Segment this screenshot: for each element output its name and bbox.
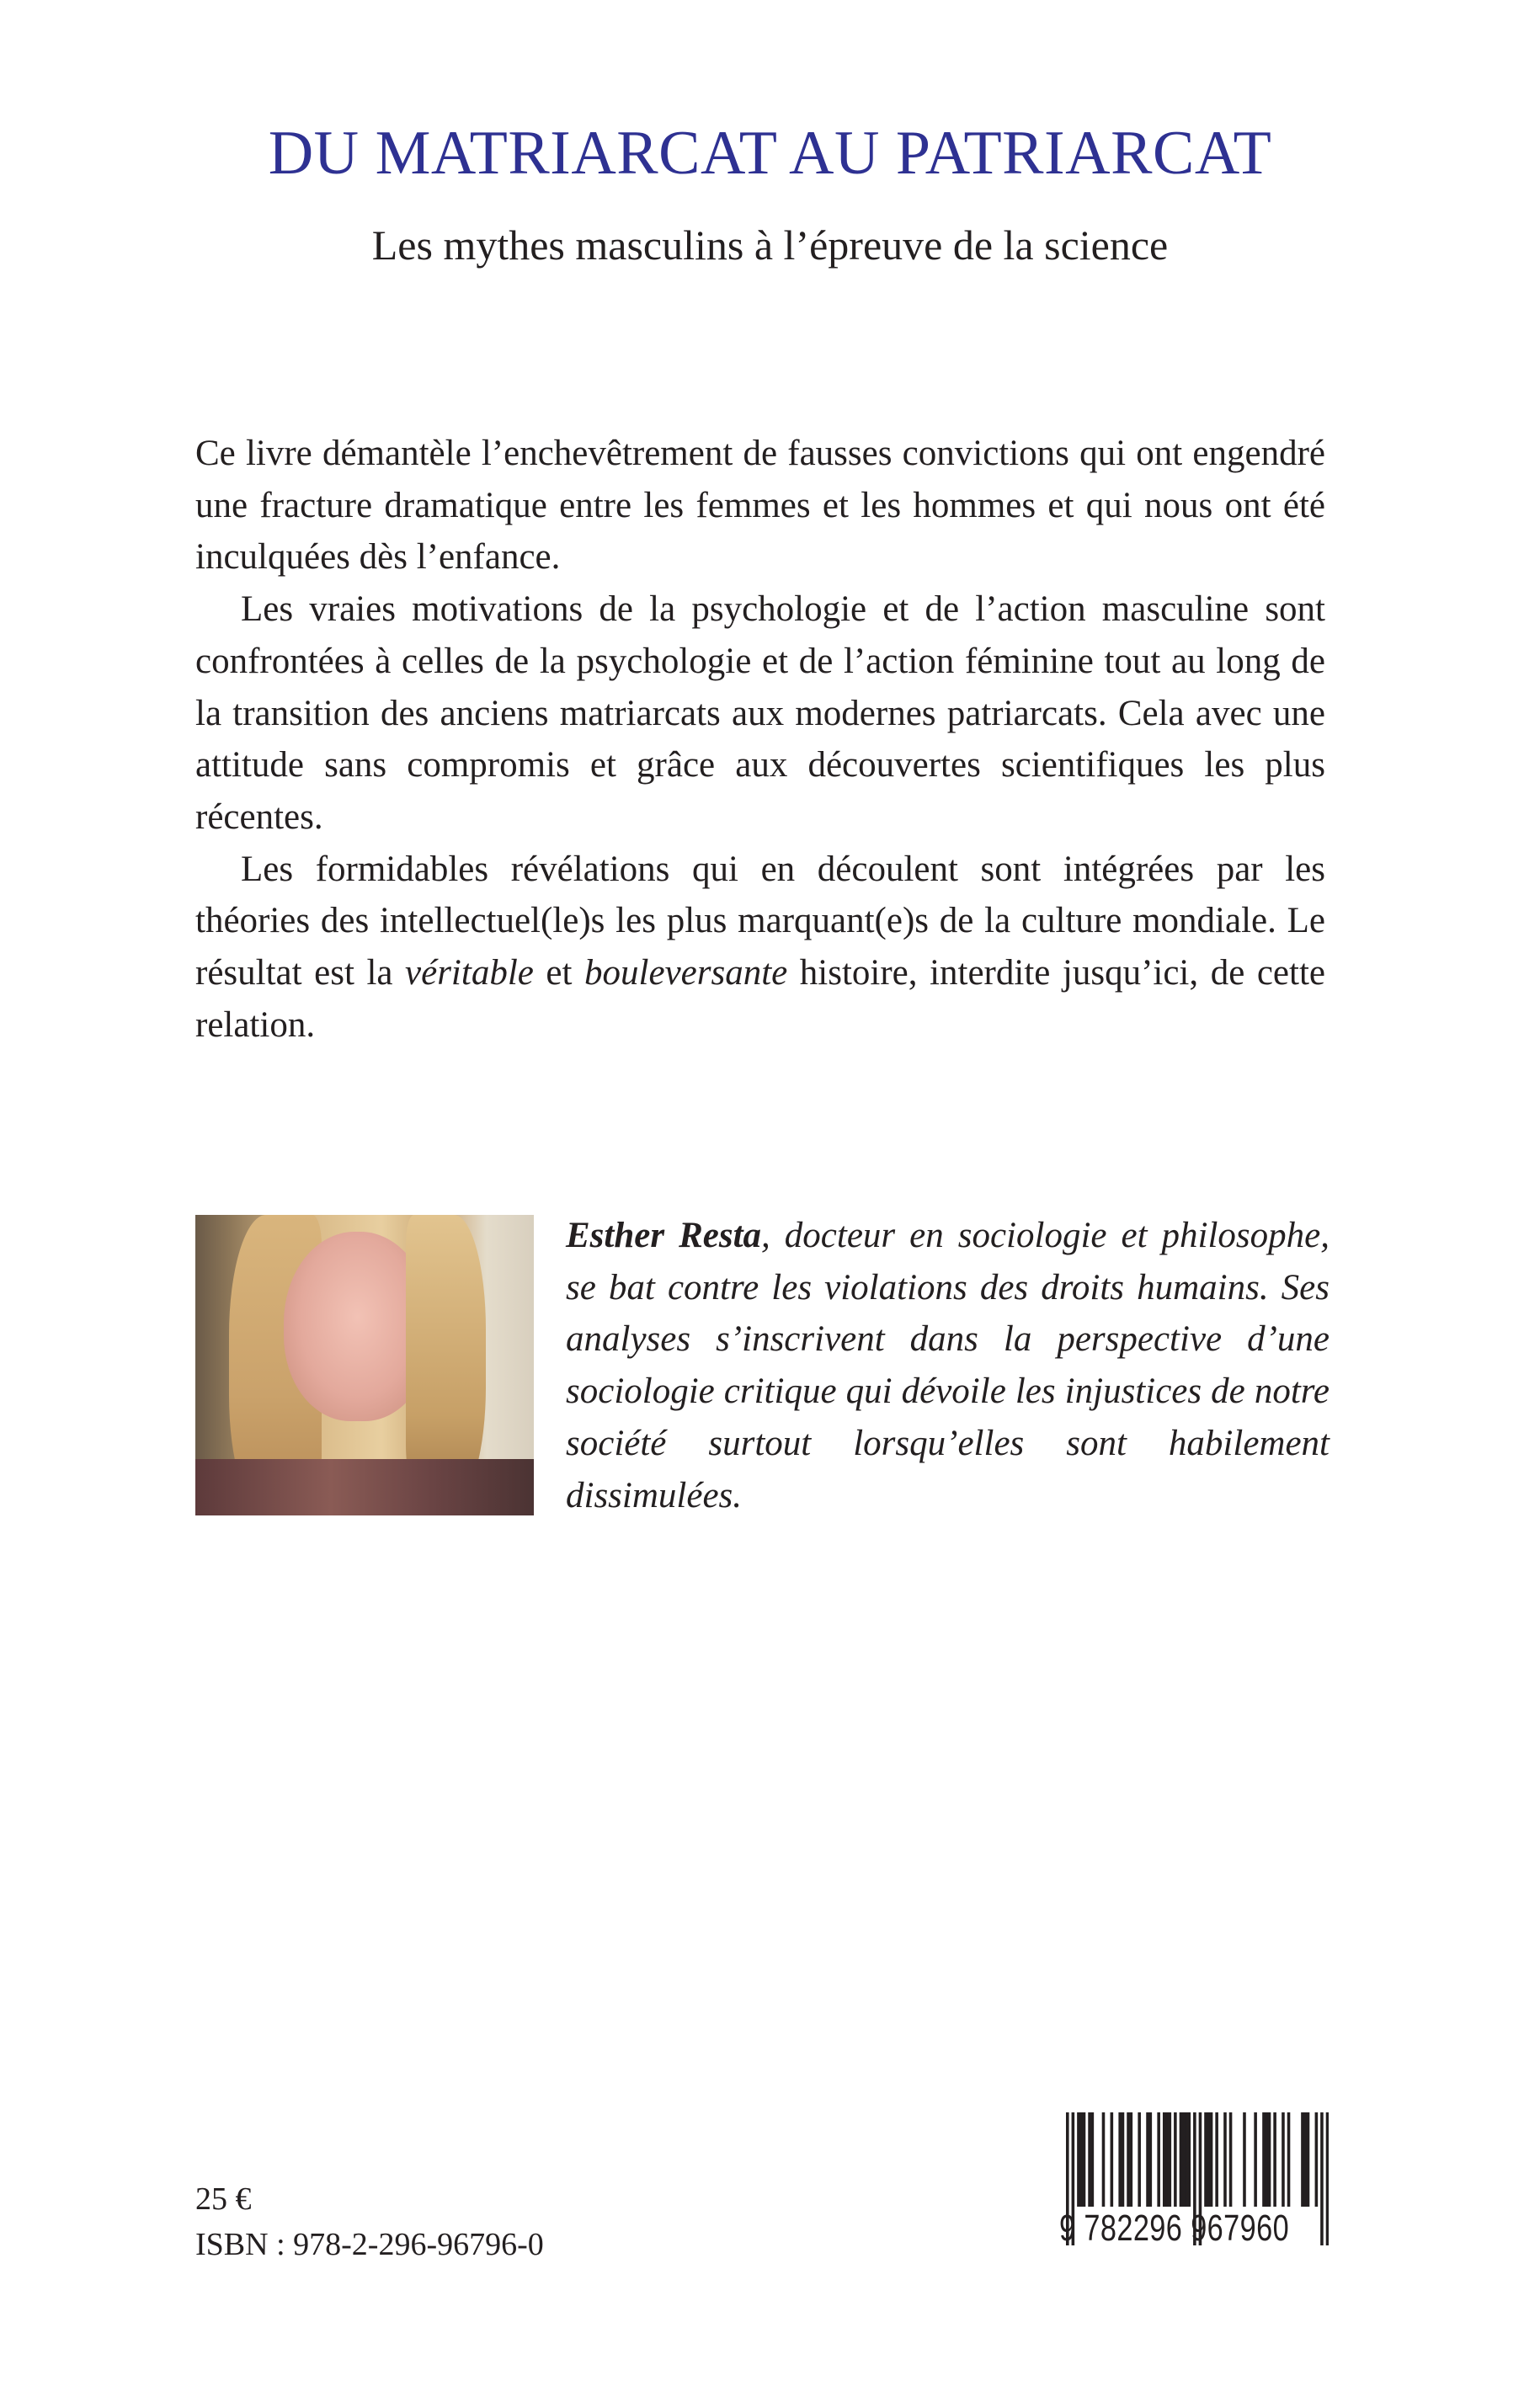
barcode-bar [1320,2112,1324,2245]
barcode-digits: 9 782296 967960 [1059,2208,1290,2249]
blurb-text: histoire, interdite jusqu’ici, de cette relation. [195,953,1325,1045]
barcode-bar [1307,2112,1310,2207]
barcode-bar [1229,2112,1233,2207]
barcode-bar [1188,2112,1191,2207]
barcode-bar [1303,2112,1307,2207]
barcode-bar [1130,2112,1133,2207]
barcode-bar [1262,2112,1266,2207]
barcode-bar [1185,2112,1188,2207]
barcode-bar [1273,2112,1276,2207]
barcode-bar [1077,2112,1080,2207]
barcode-bar [1326,2112,1329,2245]
barcode-bar [1122,2112,1125,2207]
barcode-bar [1165,2112,1169,2207]
book-subtitle: Les mythes masculins à l’épreuve de la science [371,221,1169,269]
barcode-bar [1079,2112,1083,2207]
emphasis: bouleversante [584,953,788,993]
author-bio-text: , docteur en sociologie et philosophe, se bat contre les violations des droits humains. Ses analyses s’inscrivent dans la perspective d’une sociologie critique qui dévoile les injustices de notre société surtout lorsqu’elles sont habilement dissimulées. [566,1216,1330,1515]
barcode-bar [1265,2112,1268,2207]
barcode-bar [1088,2112,1091,2207]
author-name: Esther Resta [566,1216,762,1255]
barcode-bar [1207,2112,1210,2207]
barcode-bar [1174,2112,1177,2207]
barcode-bar [1215,2112,1218,2207]
blurb-paragraph-1: Ce livre démantèle l’enchevêtrement de fausses convictions qui ont engendré une fracture dramatique entre les femmes et les hommes et qui nous ont été inculquées dès l’enfance. [195,434,1325,578]
barcode-bar [1146,2112,1149,2207]
blurb-paragraph-2: Les vraies motivations de la psychologie et de l’action masculine sont confrontées à celles de la psychologie et de l’action féminine tout au long de la transition des anciens matriarcats aux modernes patriarcats. Cela avec une attitude sans compromis et grâce aux découvertes scientifiques les plus récentes. [195,589,1325,837]
barcode-bar [1102,2112,1106,2207]
barcode-bar [1149,2112,1153,2207]
barcode-bar [1315,2112,1319,2207]
barcode-bar [1210,2112,1213,2207]
blurb [195,428,1325,1051]
isbn: ISBN : 978-2-296-96796-0 [195,2227,544,2262]
barcode-bar [1287,2112,1291,2207]
author-photo [195,1215,534,1515]
barcode-bar [1301,2112,1304,2207]
barcode-bar [1111,2112,1114,2207]
blurb-paragraph-3 [195,844,1325,1052]
barcode-bar [1163,2112,1166,2207]
barcode-bar [1182,2112,1186,2207]
photo-shirt [195,1459,534,1515]
barcode-bar [1268,2112,1271,2207]
barcode-bar [1127,2112,1130,2207]
author-bio [566,1210,1330,1521]
barcode-bar [1118,2112,1122,2207]
barcode-bar [1254,2112,1257,2207]
emphasis: véritable [405,953,534,993]
barcode-bar [1243,2112,1246,2207]
barcode-bar [1180,2112,1183,2207]
photo-hair-right [406,1215,486,1501]
barcode-bar [1138,2112,1141,2207]
barcode-bar [1282,2112,1285,2207]
book-title: DU MATRIARCAT AU PATRIARCAT [268,119,1272,188]
blurb-text: Les formidables révélations qui en découlent sont intégrées par les théories des intellectuel(le)s les plus marquant(e)s de la culture mondiale. Le résultat est la [195,849,1325,993]
barcode-bar [1157,2112,1160,2207]
barcode-bar [1223,2112,1227,2207]
barcode-bar [1083,2112,1086,2207]
blurb-text: et [533,953,585,993]
barcode-bar [1204,2112,1207,2207]
barcode-bar [1169,2112,1172,2207]
price: 25 € [195,2181,252,2217]
barcode-bar [1091,2112,1095,2207]
